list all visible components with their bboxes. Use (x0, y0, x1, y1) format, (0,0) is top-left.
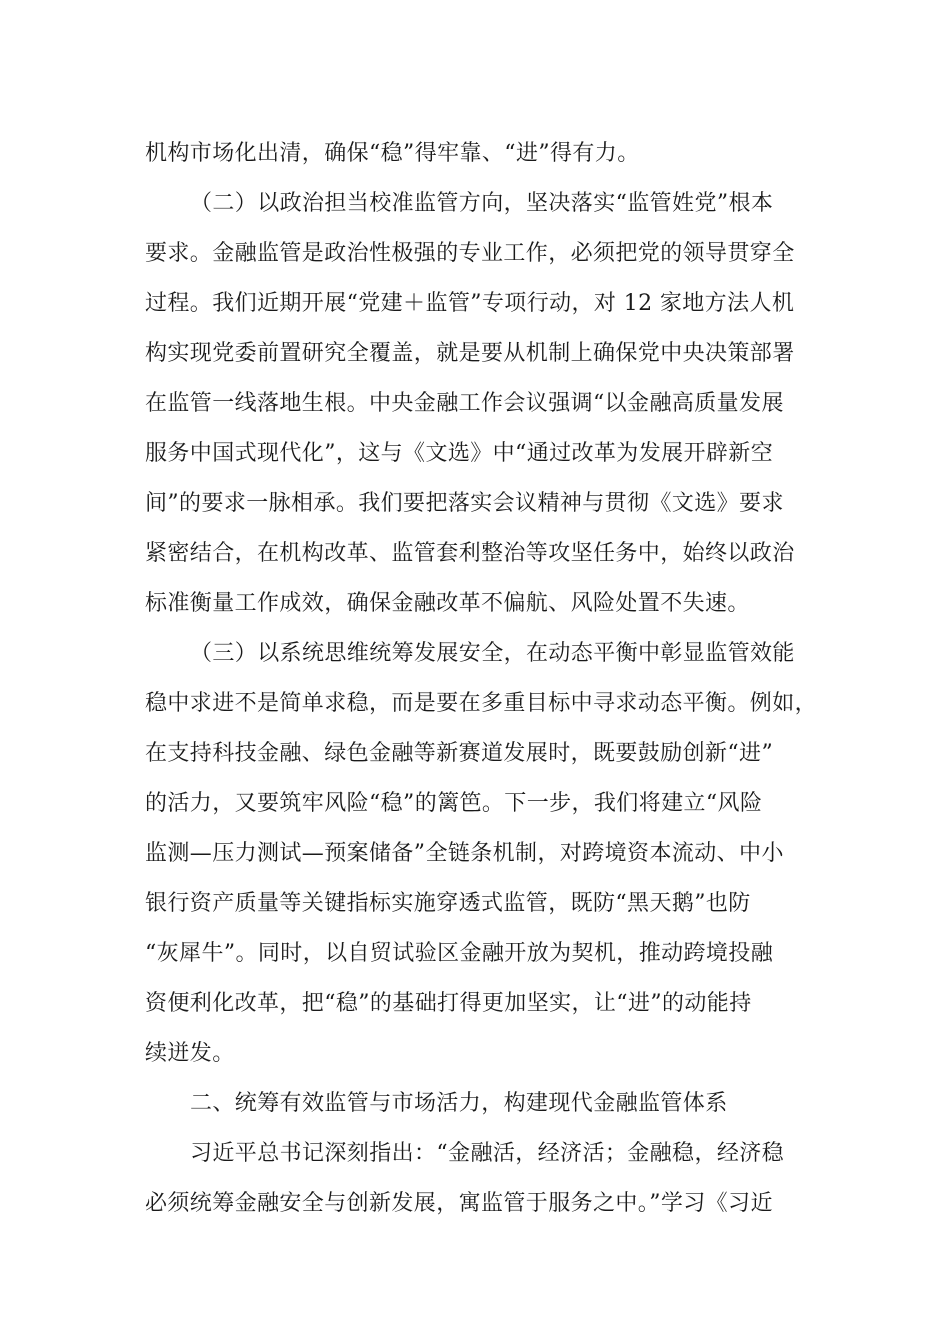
text-line: 续迸发。 (145, 1041, 235, 1066)
text-line: 的活力，又要筑牢风险“稳”的篱笆。下一步，我们将建立“风险 (145, 791, 763, 816)
text-line: 必须统筹金融安全与创新发展，寓监管于服务之中。”学习《习近 (145, 1191, 773, 1216)
text-line: 服务中国式现代化”，这与《文选》中“通过改革为发展开辟新空 (145, 441, 774, 466)
text-line: 标准衡量工作成效，确保金融改革不偏航、风险处置不失速。 (145, 591, 750, 616)
text-line: 过程。我们近期开展“党建＋监管”专项行动，对 12 家地方法人机 (145, 291, 795, 316)
section-heading: 二、统筹有效监管与市场活力，构建现代金融监管体系 (190, 1091, 728, 1116)
text-line: 构实现党委前置研究全覆盖，就是要从机制上确保党中央决策部署 (145, 341, 795, 366)
text-line: 紧密结合，在机构改革、监管套利整治等攻坚任务中，始终以政治 (145, 541, 795, 566)
text-line: 机构市场化出清，确保“稳”得牢靠、“进”得有力。 (145, 141, 640, 166)
text-line: “灰犀牛”。同时，以自贸试验区金融开放为契机，推动跨境投融 (145, 941, 774, 966)
text-line: 在监管一线落地生根。中央金融工作会议强调“以金融高质量发展 (145, 391, 784, 416)
text-line: 监测—压力测试—预案储备”全链条机制，对跨境资本流动、中小 (145, 841, 784, 866)
text-line: 习近平总书记深刻指出：“金融活，经济活；金融稳，经济稳 (190, 1141, 785, 1166)
text-line: （二）以政治担当校准监管方向，坚决落实“监管姓党”根本 (190, 191, 774, 216)
text-line: 要求。金融监管是政治性极强的专业工作，必须把党的领导贯穿全 (145, 241, 795, 266)
text-line: 间”的要求一脉相承。我们要把落实会议精神与贯彻《文选》要求 (145, 491, 784, 516)
text-line: （三）以系统思维统筹发展安全，在动态平衡中彰显监管效能 (190, 641, 795, 666)
text-line: 银行资产质量等关键指标实施穿透式监管，既防“黑天鹅”也防 (145, 891, 751, 916)
text-line: 在支持科技金融、绿色金融等新赛道发展时，既要鼓励创新“进” (145, 741, 774, 766)
text-line: 资便利化改革，把“稳”的基础打得更加坚实，让“进”的动能持 (145, 991, 752, 1016)
text-line: 稳中求进不是简单求稳，而是要在多重目标中寻求动态平衡。例如， (145, 691, 818, 716)
